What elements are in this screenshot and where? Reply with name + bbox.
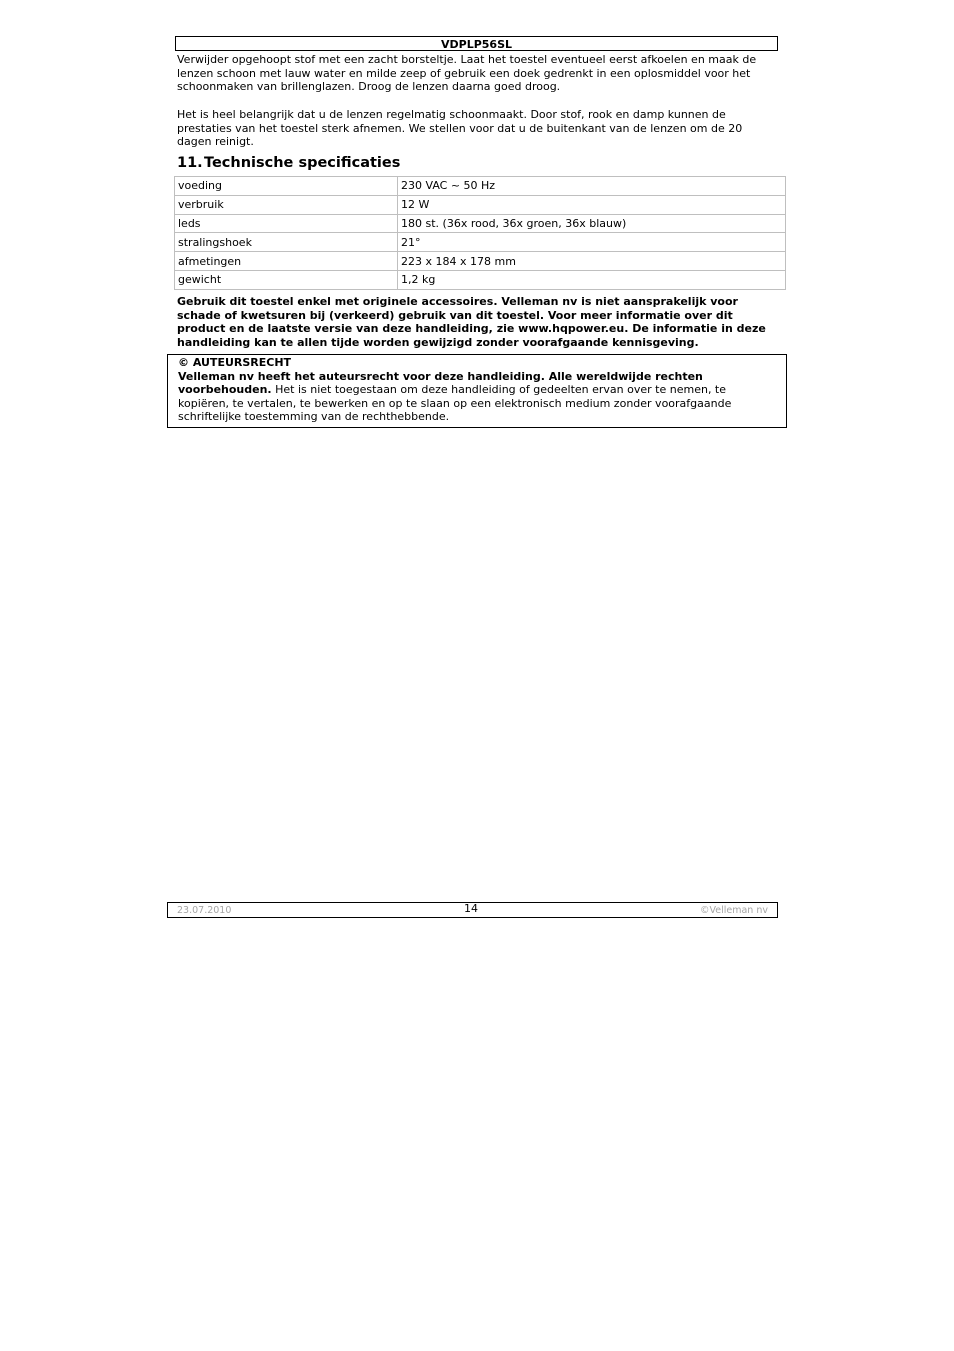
footer-date: 23.07.2010 xyxy=(177,905,232,916)
page-footer xyxy=(167,902,778,918)
spec-key: voeding xyxy=(175,177,398,196)
spec-key: leds xyxy=(175,214,398,233)
maintenance-paragraph: Het is heel belangrijk dat u de lenzen regelmatig schoonmaakt. Door stof, rook en damp kunnen de prestaties van het toestel sterk afnemen. We stellen voor dat u de buitenkant van de lenzen om de 20 dagen reinigt. xyxy=(177,108,743,148)
table-row xyxy=(175,177,786,196)
spec-value: 1,2 kg xyxy=(398,270,786,289)
table-row xyxy=(175,214,786,233)
page-number: 14 xyxy=(464,902,478,915)
copyright-title: © AUTEURSRECHT xyxy=(178,356,292,369)
section-number: 11. xyxy=(177,155,203,171)
spec-key: stralingshoek xyxy=(175,233,398,252)
copyright-body-text: Het is niet toegestaan om deze handleiding of gedeelten ervan over te nemen, te kopiëren, te vertalen, te bewerken en op te slaan op een elektronisch medium zonder voorafgaande schriftelijke toestemming van de rechthebbende. xyxy=(178,383,732,423)
copyright-bold-text: Velleman nv heeft het auteursrecht voor deze handleiding. Alle wereldwijde rechten voorbehouden. xyxy=(178,369,703,396)
spec-value: 230 VAC ~ 50 Hz xyxy=(398,177,786,196)
header-model: VDPLP56SL xyxy=(175,36,778,51)
spec-key: verbruik xyxy=(175,195,398,214)
table-row xyxy=(175,270,786,289)
table-row xyxy=(175,195,786,214)
spec-value: 180 st. (36x rood, 36x groen, 36x blauw) xyxy=(398,214,786,233)
spec-value: 12 W xyxy=(398,195,786,214)
cleaning-paragraph: Verwijder opgehoopt stof met een zacht borsteltje. Laat het toestel eventueel eerst afkoelen en maak de lenzen schoon met lauw water en milde zeep of gebruik een doek gedrenkt in een oplosmiddel voor het schoonmaken van brillenglazen. Droog de lenzen daarna goed droog. xyxy=(177,53,757,93)
spec-value: 21° xyxy=(398,233,786,252)
table-row xyxy=(175,252,786,271)
section-heading xyxy=(177,154,400,172)
table-row xyxy=(175,233,786,252)
footer-copyright: ©Velleman nv xyxy=(700,905,768,916)
spec-key: afmetingen xyxy=(175,252,398,271)
copyright-text xyxy=(178,370,776,424)
disclaimer-notice: Gebruik dit toestel enkel met originele accessoires. Velleman nv is niet aansprakelijk voor schade of kwetsuren bij (verkeerd) gebruik van dit toestel. Voor meer informatie over dit product en de laatste versie van deze handleiding, zie www.hqpower.eu. De informatie in deze handleiding kan te allen tijde worden gewijzigd zonder voorafgaande kennisgeving. xyxy=(177,295,766,349)
spec-key: gewicht xyxy=(175,270,398,289)
spec-value: 223 x 184 x 178 mm xyxy=(398,252,786,271)
section-title: Technische specificaties xyxy=(204,155,401,171)
specs-table xyxy=(174,176,786,290)
copyright-box xyxy=(167,354,787,428)
